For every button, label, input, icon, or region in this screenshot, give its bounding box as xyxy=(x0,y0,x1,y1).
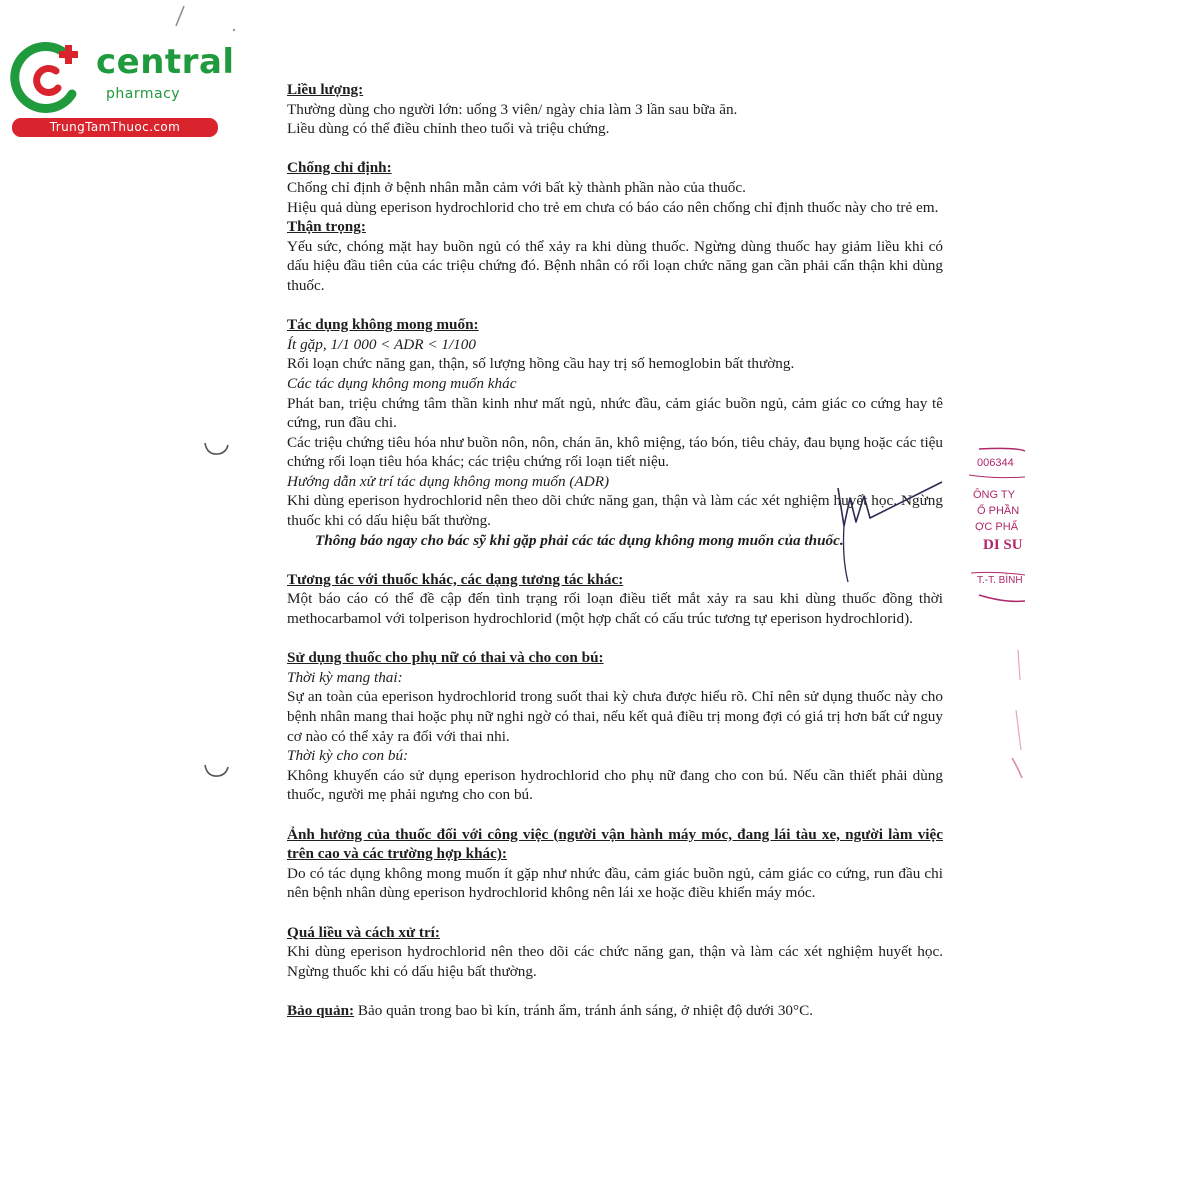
stamp-line: ÔNG TY xyxy=(973,489,1015,501)
paragraph: Sự an toàn của eperison hydrochlorid trong suốt thai kỳ chưa được hiểu rõ. Chỉ nên sử dụng thuốc này cho bệnh nhân mang thai hoặc phụ nữ nghi ngờ có thai, nếu kết quả điều trị mong đợi có giá trị hơn bất cứ nguy cơ nào có thể xảy ra đối với thai nhi. xyxy=(287,688,943,745)
paragraph: Do có tác dụng không mong muốn ít gặp như nhức đầu, cảm giác buồn ngủ, cảm giác co cứng, run đầu chi nên bệnh nhân dùng eperison hydrochlorid không nên lái xe hoặc điều khiển máy móc. xyxy=(287,864,943,902)
paragraph: Yếu sức, chóng mặt hay buồn ngủ có thể xảy ra khi dùng thuốc. Ngừng dùng thuốc hay giảm liều khi có dấu hiệu đầu tiên của các triệu chứng đó. Bệnh nhân có rối loạn chức năng gan cần phải cẩn thận khi dùng thuốc. xyxy=(287,237,943,294)
company-stamp xyxy=(965,445,1025,605)
section-title: Tác dụng không mong muốn: xyxy=(287,316,479,334)
section-contraindications xyxy=(287,158,943,217)
stamp-line: T.-T. BÌNH xyxy=(977,575,1023,586)
punch-hole-icon xyxy=(202,755,230,783)
paragraph: Phát ban, triệu chứng tâm thần kinh như mất ngủ, nhức đầu, cảm giác buồn ngủ, cảm giác co cứng hay tê cứng, run đầu chi. xyxy=(287,394,943,432)
logo-website-bar: TrungTamThuoc.com xyxy=(12,118,218,137)
section-overdose xyxy=(287,923,943,982)
subsection-title: Thời kỳ cho con bú: xyxy=(287,747,409,765)
paragraph: Thường dùng cho người lớn: uống 3 viên/ ngày chia làm 3 lần sau bữa ăn. xyxy=(287,100,738,118)
subsection-title: Hướng dẫn xử trí tác dụng không mong muốn (ADR) xyxy=(287,472,610,490)
paragraph: Rối loạn chức năng gan, thận, số lượng hồng cầu hay trị số hemoglobin bất thường. xyxy=(287,355,795,373)
subsection-title: Các tác dụng không mong muốn khác xyxy=(287,374,517,392)
logo-wordmark: central xyxy=(96,42,235,82)
paragraph: Không khuyến cáo sử dụng eperison hydrochlorid cho phụ nữ đang cho con bú. Nếu cần thiết phải dùng thuốc, người mẹ phải ngưng cho con bú. xyxy=(287,766,943,804)
paragraph: Khi dùng eperison hydrochlorid nên theo dõi các chức năng gan, thận và làm các xét nghiệm huyết học. Ngừng thuốc khi có dấu hiệu bất thường. xyxy=(287,943,943,980)
section-title: Liều lượng: xyxy=(287,81,364,98)
paragraph: Một báo cáo có thể đề cập đến tình trạng rối loạn điều tiết mắt xảy ra sau khi dùng thuốc đồng thời methocarbamol với tolperison hydrochlorid (một hợp chất có cấu trúc tương tự eperison hydrochlorid). xyxy=(287,590,943,628)
central-pharmacy-logo xyxy=(10,38,235,138)
stamp-fragment-mark xyxy=(1008,640,1024,790)
stamp-line: DI SU xyxy=(983,537,1023,553)
paragraph: Các triệu chứng tiêu hóa như buồn nôn, nôn, chán ăn, khô miệng, táo bón, tiêu chảy, đau bụng hoặc các tiệu chứng rối loạn tiêu hóa khác; các triệu chứng rối loạn tiết niệu. xyxy=(287,433,943,471)
stamp-line: ỢC PHẨ xyxy=(975,521,1019,533)
section-title: Chống chỉ định: xyxy=(287,159,392,177)
section-storage xyxy=(287,1001,943,1021)
section-title: Thận trọng: xyxy=(287,218,366,236)
section-title: Bảo quản: xyxy=(287,1001,355,1019)
paragraph: Khi dùng eperison hydrochlorid nên theo dõi chức năng gan, thận và làm các xét nghiệm huyết học. Ngừng thuốc khi có dấu hiệu bất thường. xyxy=(287,492,943,530)
storage-text: Bảo quản trong bao bì kín, tránh ẩm, tránh ánh sáng, ở nhiệt độ dưới 30°C. xyxy=(354,1001,814,1019)
section-caution xyxy=(287,217,943,295)
punch-hole-icon xyxy=(202,433,230,461)
section-work-effects xyxy=(287,825,943,903)
stamp-line: Ổ PHẦN xyxy=(977,505,1020,517)
paragraph: Hiệu quả dùng eperison hydrochlorid cho trẻ em chưa có báo cáo nên chống chỉ định thuốc này cho trẻ em. xyxy=(287,198,939,216)
section-title: Quá liều và cách xử trí: xyxy=(287,923,440,941)
subsection-title: Ít gặp, 1/1 000 < ADR < 1/100 xyxy=(287,335,476,353)
section-pregnancy-lactation xyxy=(287,648,943,805)
section-title: Tương tác với thuốc khác, các dạng tương tác khác: xyxy=(287,570,624,588)
stamp-number: 006344 xyxy=(977,457,1014,469)
section-dosage xyxy=(287,80,943,139)
paragraph: Chống chỉ định ở bệnh nhân mẫn cảm với bất kỳ thành phần nào của thuốc. xyxy=(287,178,746,196)
section-title: Sử dụng thuốc cho phụ nữ có thai và cho con bú: xyxy=(287,649,604,667)
signature-mark xyxy=(830,478,950,588)
subsection-title: Thời kỳ mang thai: xyxy=(287,668,403,686)
storage-line xyxy=(287,1001,943,1021)
section-title: Ảnh hưởng của thuốc đối với công việc (người vận hành máy móc, đang lái tàu xe, người làm việc trên cao và các trường hợp khác): xyxy=(287,825,943,863)
logo-subtitle: pharmacy xyxy=(106,86,181,102)
paragraph: Liều dùng có thể điều chỉnh theo tuổi và triệu chứng. xyxy=(287,120,610,138)
central-logo-icon xyxy=(10,38,90,118)
notice-text: Thông báo ngay cho bác sỹ khi gặp phải các tác dụng không mong muốn của thuốc. xyxy=(315,531,844,549)
